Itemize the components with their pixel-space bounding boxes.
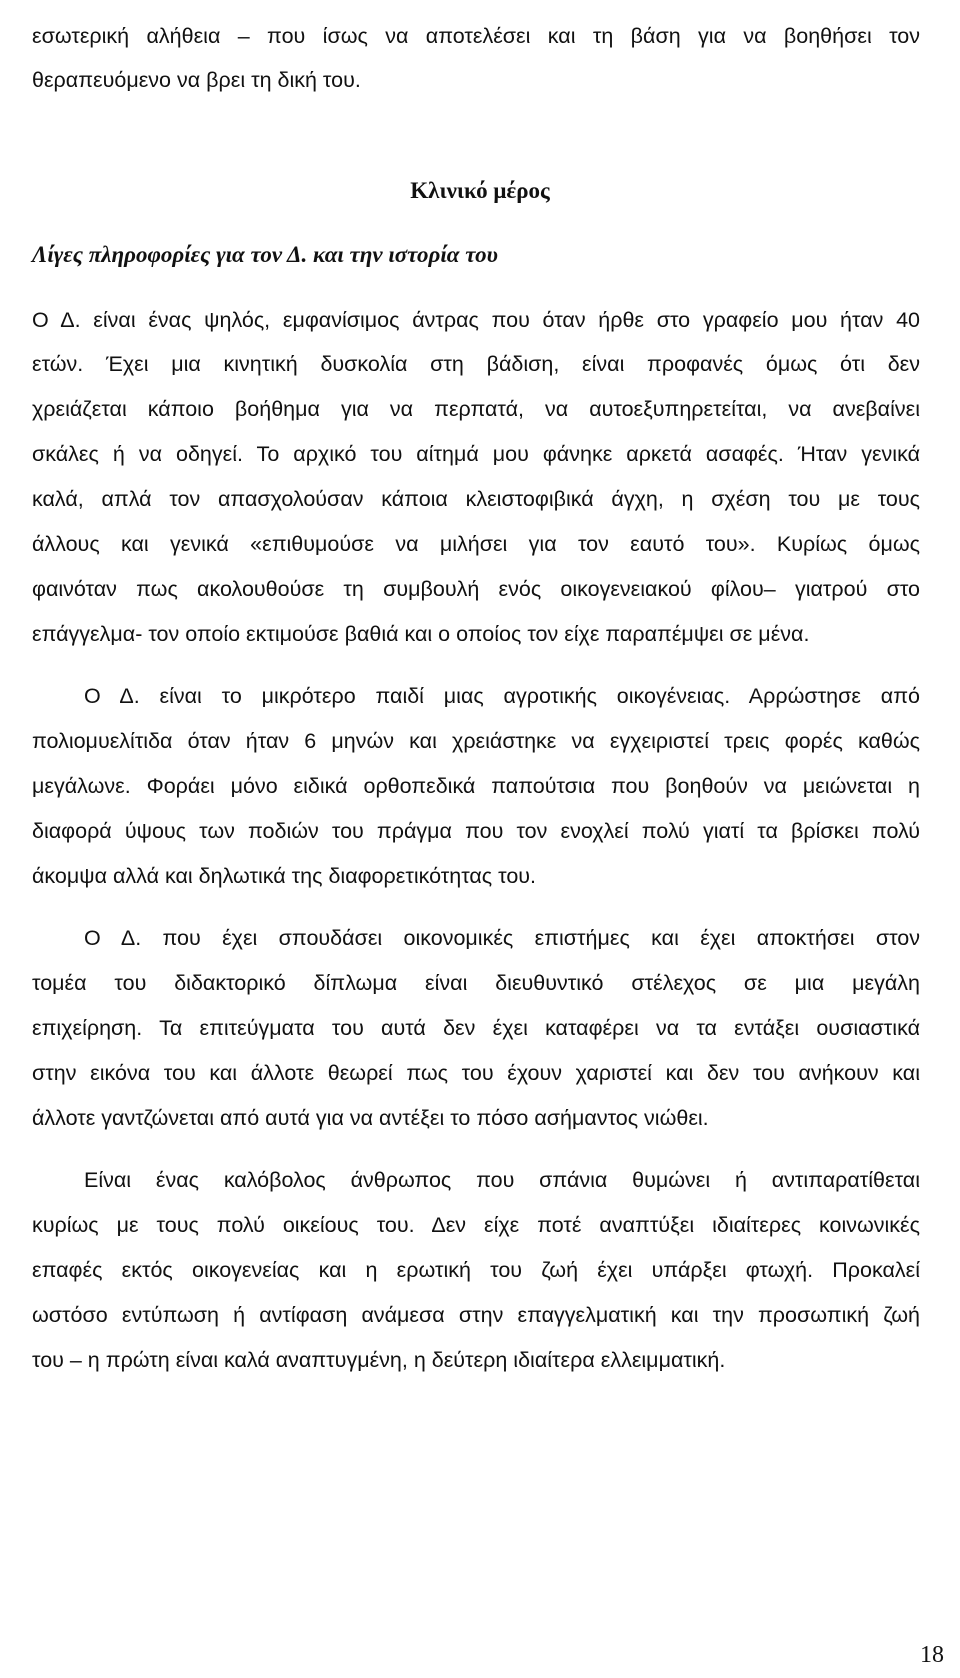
text-line: σκάλες ή να οδηγεί. Το αρχικό του αίτημά μου φάνηκε αρκετά ασαφές. Ήταν γενικά [32,442,920,466]
text-line: τομέα του διδακτορικό δίπλωμα είναι διευθυντικό στέλεχος σε μια μεγάλη [32,971,920,995]
text-line: Ο Δ. που έχει σπουδάσει οικονομικές επιστήμες και έχει αποκτήσει στον [84,926,920,950]
text-line: επαφές εκτός οικογενείας και η ερωτική του ζωή έχει υπάρξει φτωχή. Προκαλεί [32,1258,920,1282]
text-line: φαινόταν πως ακολουθούσε τη συμβουλή ενός οικογενειακού φίλου– γιατρού στο [32,577,920,601]
text-line: άλλους και γενικά «επιθυμούσε να μιλήσει για τον εαυτό του». Κυρίως όμως [32,532,920,556]
text-line: χρειάζεται κάποιο βοήθημα για να περπατά, να αυτοεξυπηρετείται, να ανεβαίνει [32,397,920,421]
text-line: Είναι ένας καλόβολος άνθρωπος που σπάνια θυμώνει ή αντιπαρατίθεται [84,1168,920,1192]
text-line: θεραπευόμενο να βρει τη δική του. [32,68,361,92]
text-line: άλλοτε γαντζώνεται από αυτά για να αντέξει το πόσο ασήμαντος νιώθει. [32,1106,709,1130]
text-line: κυρίως με τους πολύ οικείους του. Δεν είχε ποτέ αναπτύξει ιδιαίτερες κοινωνικές [32,1213,920,1237]
text-line: επάγγελμα- τον οποίο εκτιμούσε βαθιά και ο οποίος τον είχε παραπέμψει σε μένα. [32,622,810,646]
section-heading: Κλινικό μέρος [410,178,550,203]
text-line: στην εικόνα του και άλλοτε θεωρεί πως του έχουν χαριστεί και δεν του ανήκουν και [32,1061,920,1085]
text-line: μεγάλωνε. Φοράει μόνο ειδικά ορθοπεδικά παπούτσια που βοηθούν να μειώνεται η [32,774,920,798]
text-line: Ο Δ. είναι το μικρότερο παιδί μιας αγροτικής οικογένειας. Αρρώστησε από [84,684,920,708]
text-line: Ο Δ. είναι ένας ψηλός, εμφανίσιμος άντρας που όταν ήρθε στο γραφείο μου ήταν 40 [32,308,920,332]
text-line: του – η πρώτη είναι καλά αναπτυγμένη, η δεύτερη ιδιαίτερα ελλειμματική. [32,1348,726,1372]
text-line: άκομψα αλλά και δηλωτικά της διαφορετικότητας του. [32,864,537,888]
text-line: ετών. Έχει μια κινητική δυσκολία στη βάδιση, είναι προφανές όμως ότι δεν [32,352,920,376]
text-line: εσωτερική αλήθεια – που ίσως να αποτελέσει και τη βάση για να βοηθήσει τον [32,24,920,48]
text-line: επιχείρηση. Τα επιτεύγματα του αυτά δεν έχει καταφέρει να τα εντάξει ουσιαστικά [32,1016,920,1040]
text-line: καλά, απλά τον απασχολούσαν κάποια κλειστοφιβικά άγχη, η σχέση του με τους [32,487,920,511]
text-line: διαφορά ύψους των ποδιών του πράγμα που τον ενοχλεί πολύ γιατί τα βρίσκει πολύ [32,819,920,843]
page-number: 18 [920,1642,944,1668]
section-subheading: Λίγες πληροφορίες για τον Δ. και την ιστορία του [32,242,498,267]
text-line: πολιομυελίτιδα όταν ήταν 6 μηνών και χρειάστηκε να εγχειριστεί τρεις φορές καθώς [32,729,920,753]
text-line: ωστόσο εντύπωση ή αντίφαση ανάμεσα στην επαγγελματική και την προσωπική ζωή [32,1303,920,1327]
